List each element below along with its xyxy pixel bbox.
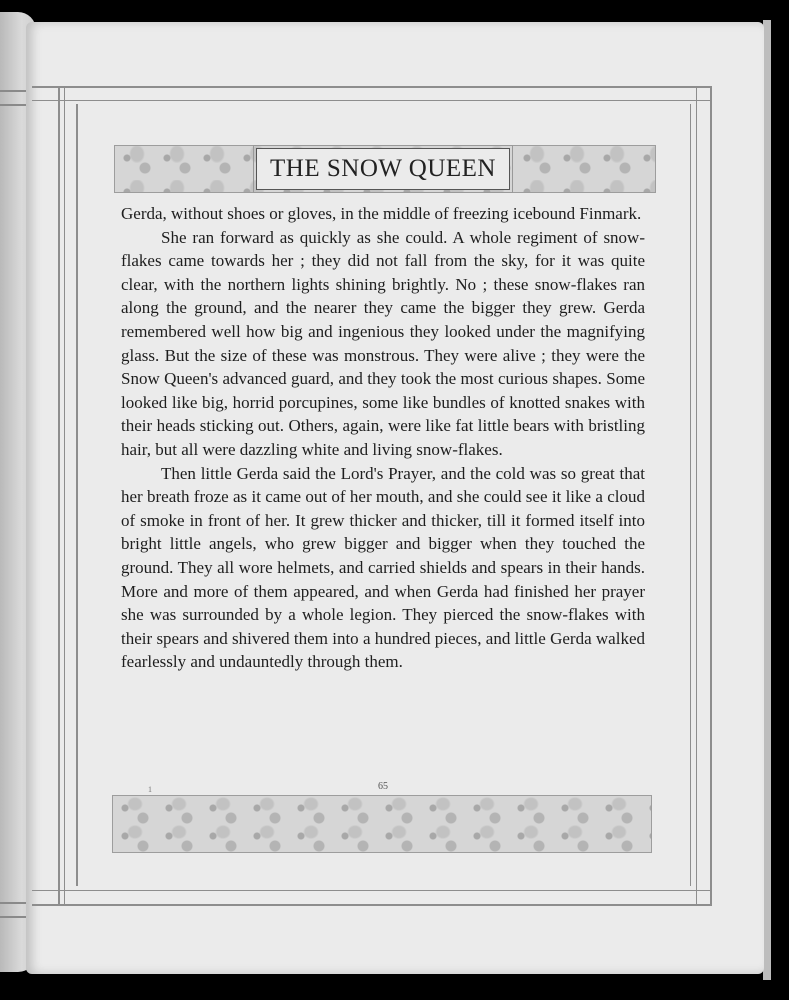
page-number: 65 bbox=[378, 781, 388, 792]
page-title: THE SNOW QUEEN bbox=[270, 155, 496, 182]
frame-outer-left bbox=[58, 86, 60, 906]
frame-outer-right bbox=[710, 86, 712, 906]
body-text bbox=[121, 202, 645, 674]
frame-middle-left bbox=[64, 86, 65, 906]
paragraph: Gerda, without shoes or gloves, in the middle of freezing icebound Finmark. bbox=[121, 204, 642, 223]
frame-inner-left bbox=[76, 104, 78, 886]
page-edge bbox=[763, 20, 771, 980]
frame-outer-top bbox=[32, 86, 712, 88]
frame-outer-bottom bbox=[32, 904, 712, 906]
leaf-frame-line bbox=[0, 902, 28, 904]
leaf-frame-line bbox=[0, 104, 28, 106]
footer-floral-ornament bbox=[112, 795, 652, 853]
leaf-frame-line bbox=[0, 916, 28, 918]
leaf-frame-line bbox=[0, 90, 28, 92]
frame-inner-right bbox=[690, 104, 691, 886]
frame-middle-bottom bbox=[32, 890, 712, 891]
stray-mark: 1 bbox=[148, 785, 152, 794]
paragraph: Then little Gerda said the Lord's Prayer, and the cold was so great that her breath froze as it came out of her mouth, and she could see it like a cloud of smoke in front of her. It grew thicker and thicker, till it formed itself into bright little angels, who grew bigger and bigger when they touched the ground. They all wore helmets, and carried shields and spears in their hands. More and more of them appeared, and when Gerda had finished her prayer she was surrounded by a whole legion. They pierced the snow-flakes with their spears and shivered them into a hundred pieces, and little Gerda walked fearlessly and undauntedly through them. bbox=[121, 463, 645, 672]
title-cartouche bbox=[256, 148, 510, 190]
frame-middle-right bbox=[696, 86, 697, 906]
paragraph: She ran forward as quickly as she could. A whole regiment of snow-flakes came towards her ; they did not fall from the sky, for it was quite clear, with the northern lights shining brightly. No ; these snow-flakes ran along the ground, and the nearer they came the bigger they grew. Gerda remembered well how big and ingenious they looked under the magnifying glass. But the size of these was monstrous. They were alive ; they were the Snow Queen's advanced guard, and they took the most curious shapes. Some looked like big, horrid porcupines, some like bundles of knotted snakes with their heads sticking out. Others, again, were like fat little bears with bristling hair, but all were dazzling white and living snow-flakes. bbox=[121, 227, 645, 459]
frame-middle-top bbox=[32, 100, 712, 101]
